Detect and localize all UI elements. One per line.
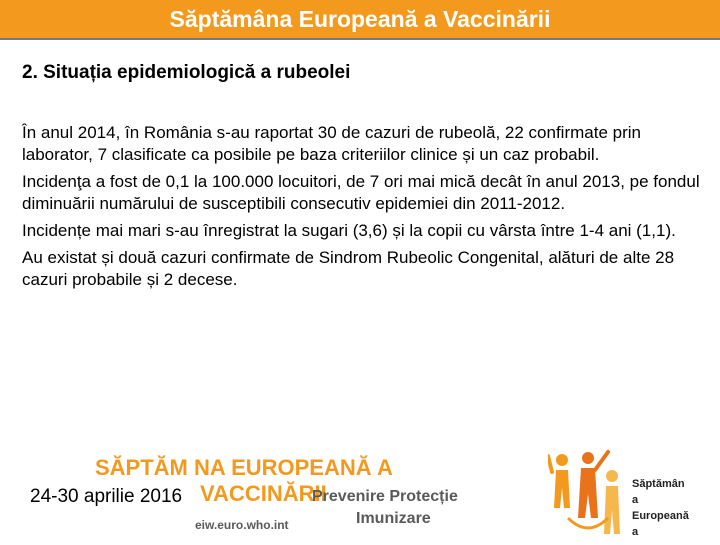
footer-url: eiw.euro.who.int	[195, 518, 289, 532]
footer-title-line2: VACCINĂRII	[200, 481, 327, 506]
header-divider	[0, 38, 720, 40]
people-figures-logo-icon	[548, 448, 628, 540]
footer-dates: 24-30 aprilie 2016	[30, 486, 183, 507]
section-title: 2. Situația epidemiologică a rubeolei	[22, 62, 351, 83]
side-caption-line: Săptămân	[632, 478, 685, 490]
paragraph-incidence: Incidenţa a fost de 0,1 la 100.000 locuitori, de 7 ori mai mică decât în anul 2013, pe fondul diminuării numărului de susceptibili consecutiv epidemiei din 2011-2012.	[22, 172, 700, 213]
paragraph-age-groups: Incidențe mai mari s-au înregistrat la sugari (3,6) și la copii cu vârsta între 1-4 ani (1,1).	[22, 221, 676, 240]
paragraph-cases: În anul 2014, în România s-au raportat 30 de cazuri de rubeolă, 22 confirmate prin laborator, 7 clasificate ca posibile pe baza criteriilor clinice și un caz probabil.	[22, 123, 641, 164]
slide-header	[0, 0, 720, 38]
side-caption-line: Europeană	[632, 510, 689, 522]
side-caption	[632, 476, 712, 540]
side-caption-line: a	[632, 494, 639, 506]
body-text	[22, 122, 707, 296]
paragraph-congenital: Au existat și două cazuri confirmate de Sindrom Rubeolic Congenital, alături de alte 28 cazuri probabile și 2 decese.	[22, 248, 675, 289]
footer-slogan-line1: Prevenire Protecție	[312, 488, 458, 505]
footer-title-line1: SĂPTĂM NA EUROPEANĂ A	[95, 455, 393, 480]
footer-slogan-line2: Imunizare	[356, 510, 431, 527]
header-title: Săptămâna Europeană a Vaccinării	[169, 6, 551, 32]
side-caption-line: a	[632, 526, 639, 538]
